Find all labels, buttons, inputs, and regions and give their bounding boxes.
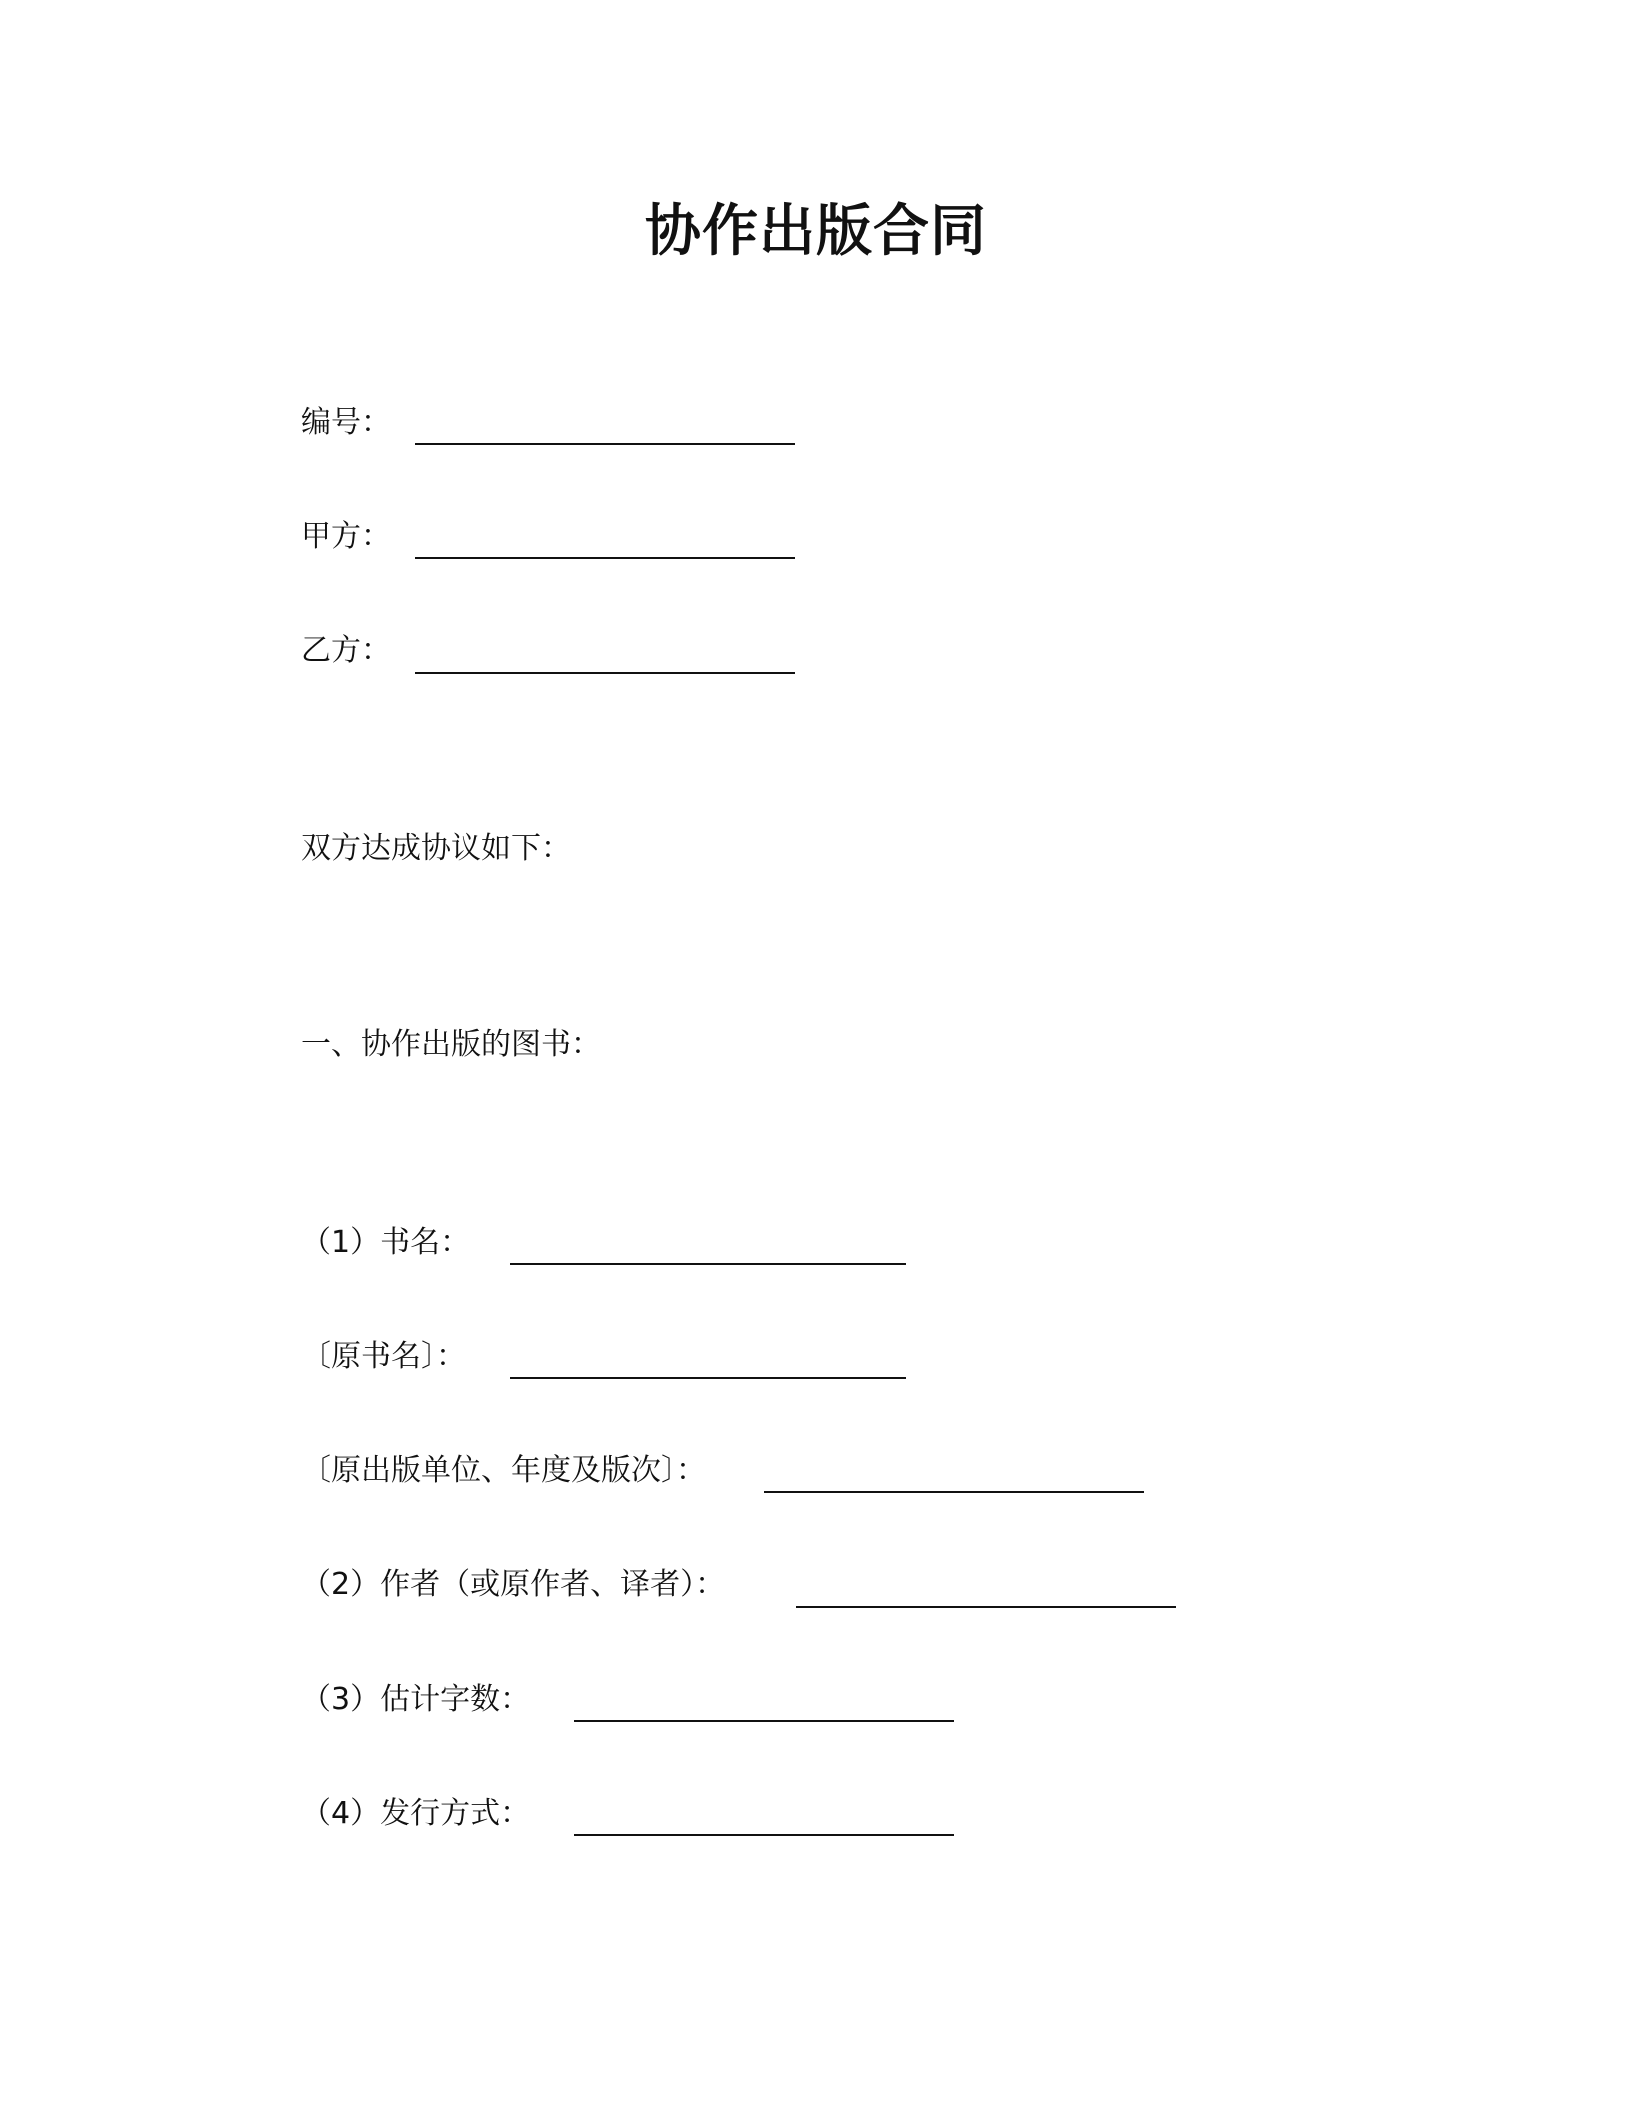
item-blank-original-publisher[interactable] [764, 1491, 1144, 1493]
item-label-distribution: （4）发行方式： [301, 1796, 531, 1831]
item-label-original-publisher: 〔原出版单位、年度及版次〕： [301, 1453, 706, 1488]
field-label-party-b: 乙方： [301, 633, 391, 668]
intro-text: 双方达成协议如下： [301, 831, 571, 866]
item-blank-original-title[interactable] [510, 1377, 906, 1379]
item-label-author: （2）作者（或原作者、译者）： [301, 1567, 726, 1602]
item-label-original-title: 〔原书名〕： [301, 1339, 466, 1374]
item-label-word-count: （3）估计字数： [301, 1682, 531, 1717]
item-blank-author[interactable] [796, 1606, 1176, 1608]
document-title: 协作出版合同 [645, 199, 987, 264]
field-label-party-a: 甲方： [301, 519, 391, 554]
item-label-book-title: （1）书名： [301, 1225, 471, 1260]
section-heading: 一、协作出版的图书： [301, 1027, 601, 1062]
item-blank-distribution[interactable] [574, 1834, 954, 1836]
item-blank-word-count[interactable] [574, 1720, 954, 1722]
item-blank-book-title[interactable] [510, 1263, 906, 1265]
field-label-number: 编号： [301, 405, 391, 440]
field-blank-number[interactable] [415, 443, 795, 445]
field-blank-party-a[interactable] [415, 557, 795, 559]
field-blank-party-b[interactable] [415, 672, 795, 674]
